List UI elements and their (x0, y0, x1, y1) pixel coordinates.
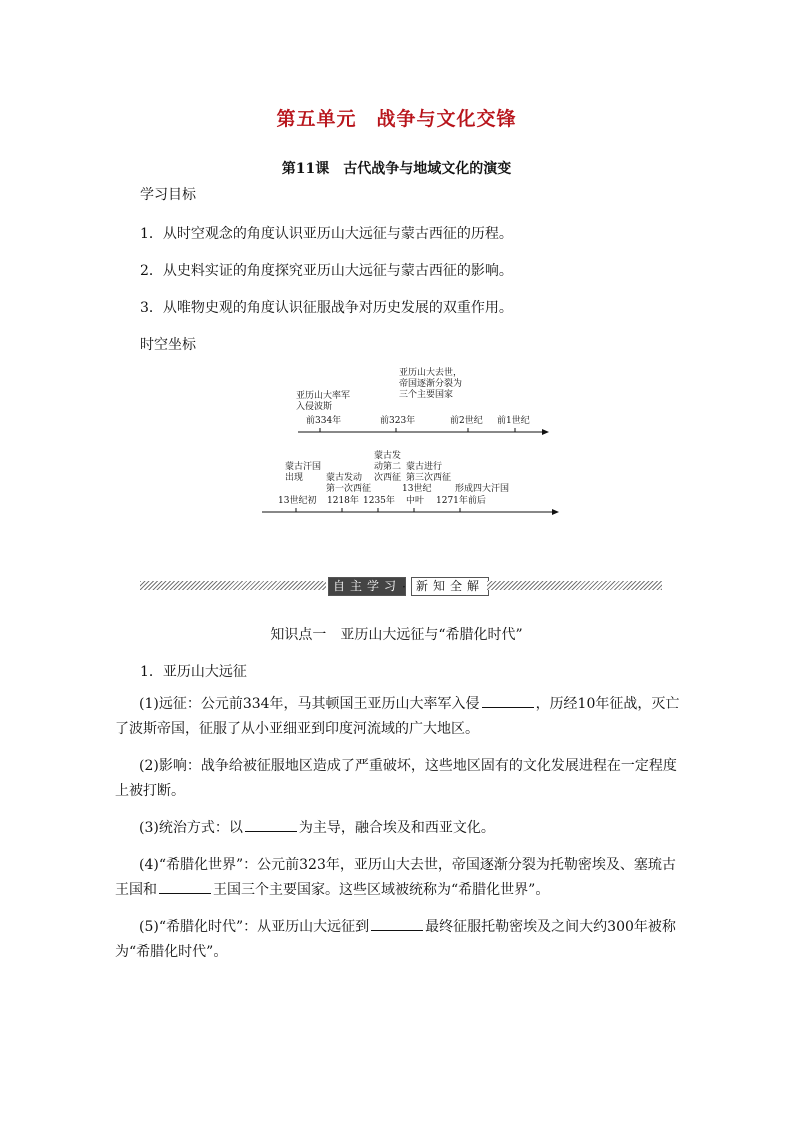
timeline-tick-label: 前323年 (380, 416, 416, 426)
upper-axis-arrow (542, 429, 549, 435)
objective-item: 1．从时空观念的角度认识亚历山大远征与蒙古西征的历程。 (140, 226, 513, 242)
timeline-tick-label: 13世纪 (402, 484, 432, 494)
objective-item: 2．从史料实证的角度探究亚历山大远征与蒙古西征的影响。 (140, 263, 513, 279)
timeline-tick-label: 1235年 (363, 496, 395, 506)
timeline-heading: 时空坐标 (140, 337, 196, 353)
timeline-tick-label: 13世纪初 (278, 496, 317, 506)
blank-line[interactable] (371, 916, 423, 931)
lower-axis-arrow (552, 509, 559, 515)
blank-line[interactable] (245, 817, 297, 832)
blank-line[interactable] (159, 879, 211, 894)
timeline-tick-label: 1271年前后 (436, 496, 486, 506)
paragraph-rule: (3)统治方式：以 为主导，融合埃及和西亚文化。 (115, 816, 685, 841)
timeline-event: 蒙古发动 第一次西征 (326, 473, 372, 494)
timeline-tick-label: 1218年 (327, 496, 359, 506)
unit-title: 第五单元 战争与文化交锋 (276, 108, 517, 130)
blank-line[interactable] (482, 693, 534, 708)
banner-label-left: 自主学习 (328, 577, 406, 596)
banner-hatch-right (487, 581, 662, 590)
timeline-event: 蒙古发 动第二 次西征 (374, 451, 402, 483)
timeline-tick-label: 中叶 (406, 496, 425, 506)
lesson-title: 第11课 古代战争与地域文化的演变 (281, 161, 512, 177)
timeline-tick-label: 前1世纪 (497, 416, 530, 426)
timeline-event: 蒙古汗国 出现 (285, 462, 322, 483)
paragraph-impact: (2)影响：战争给被征服地区造成了严重破坏，这些地区固有的文化发展进程在一定程度上被打断。 (115, 758, 677, 799)
timeline-event: 亚历山大率军 入侵波斯 (296, 391, 351, 412)
paragraph-hellenistic-age: (5)“希腊化时代”：从亚历山大远征到 最终征服托勒密埃及之间大约300年被称为“希腊化时代”。 (115, 915, 685, 965)
knowledge-point-title: 知识点一 亚历山大远征与“希腊化时代” (270, 627, 523, 643)
timeline-event: 蒙古进行 第三次西征 (406, 462, 452, 483)
paragraph-hellenistic-world: (4)“希腊化世界”：公元前323年，亚历山大去世，帝国逐渐分裂为托勒密埃及、塞琉古王国和 王国三个主要国家。这些区域被统称为“希腊化世界”。 (115, 857, 676, 898)
section-heading: 1．亚历山大远征 (140, 664, 247, 680)
objectives-heading: 学习目标 (140, 187, 196, 203)
objective-item: 3．从唯物史观的角度认识征服战争对历史发展的双重作用。 (140, 300, 513, 316)
banner-hatch-left (140, 581, 326, 590)
timeline-tick-label: 前2世纪 (450, 416, 483, 426)
timeline-event: 亚历山大去世， 帝国逐渐分裂为 三个主要国家 (399, 368, 463, 400)
paragraph-expedition: (1)远征：公元前334年，马其顿国王亚历山大率军入侵 ，历经10年征战，灭亡了波斯帝国，征服了从小亚细亚到印度河流域的广大地区。 (115, 692, 685, 742)
banner-label-right: 新知全解 (411, 577, 489, 596)
timeline-tick-label: 前334年 (306, 416, 342, 426)
banner-separator: · (402, 580, 406, 594)
timeline-event: 形成四大汗国 (455, 484, 510, 494)
